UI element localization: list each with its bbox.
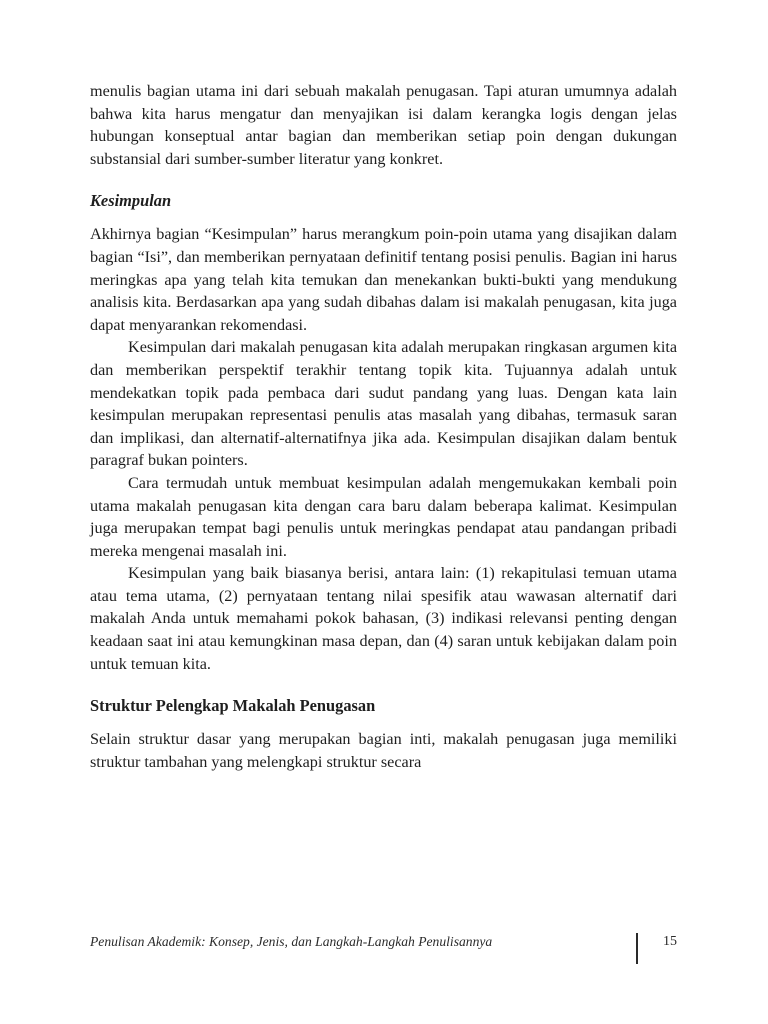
footer-divider (636, 933, 638, 964)
struktur-paragraph: Selain struktur dasar yang merupakan bagian inti, makalah penugasan juga memiliki struktur tambahan yang melengkapi struktur secara (90, 730, 677, 771)
section-heading-kesimpulan: Kesimpulan (90, 191, 172, 211)
page-content (90, 80, 677, 773)
kesimpulan-paragraph-4: Kesimpulan yang baik biasanya berisi, antara lain: (1) rekapitulasi temuan utama atau tema utama, (2) pernyataan tentang nilai spesifik atau wawasan alternatif dari makalah Anda untuk memahami pokok bahasan, (3) indikasi relevansi penting dengan keadaan saat ini atau kemungkinan masa depan, dan (4) saran untuk kebijakan dalam poin untuk temuan kita. (90, 564, 677, 673)
intro-paragraph: menulis bagian utama ini dari sebuah makalah penugasan. Tapi aturan umumnya adalah bahwa kita harus mengatur dan menyajikan isi dalam kerangka logis dengan jelas hubungan konseptual antar bagian dan memberikan setiap poin dengan dukungan substansial dari sumber-sumber literatur yang konkret. (90, 82, 677, 168)
kesimpulan-paragraph-1: Akhirnya bagian “Kesimpulan” harus merangkum poin-poin utama yang disajikan dalam bagian “Isi”, dan memberikan pernyataan definitif tentang posisi penulis. Bagian ini harus meringkas apa yang telah kita temukan dan menekankan bukti-bukti yang mendukung analisis kita. Berdasarkan apa yang sudah dibahas dalam isi makalah penugasan, kita juga dapat menyarankan rekomendasi. (90, 225, 677, 334)
page-footer (90, 933, 680, 965)
kesimpulan-paragraph-2: Kesimpulan dari makalah penugasan kita adalah merupakan ringkasan argumen kita dan memberikan perspektif terakhir tentang topik kita. Tujuannya adalah untuk mendekatkan topik pada pembaca dari sudut pandang yang luas. Dengan kata lain kesimpulan merupakan representasi penulis atas masalah yang dibahas, termasuk saran dan implikasi, dan alternatif-alternatifnya jika ada. Kesimpulan disajikan dalam bentuk paragraf bukan pointers. (90, 338, 677, 470)
section-heading-struktur: Struktur Pelengkap Makalah Penugasan (90, 696, 376, 716)
page-number: 15 (663, 934, 677, 949)
kesimpulan-paragraph-3: Cara termudah untuk membuat kesimpulan adalah mengemukakan kembali poin utama makalah penugasan kita dengan cara baru dalam beberapa kalimat. Kesimpulan juga merupakan tempat bagi penulis untuk meringkas pendapat atau pandangan pribadi mereka mengenai masalah ini. (90, 473, 677, 560)
footer-book-title: Penulisan Akademik: Konsep, Jenis, dan Langkah-Langkah Penulisannya (90, 934, 493, 949)
